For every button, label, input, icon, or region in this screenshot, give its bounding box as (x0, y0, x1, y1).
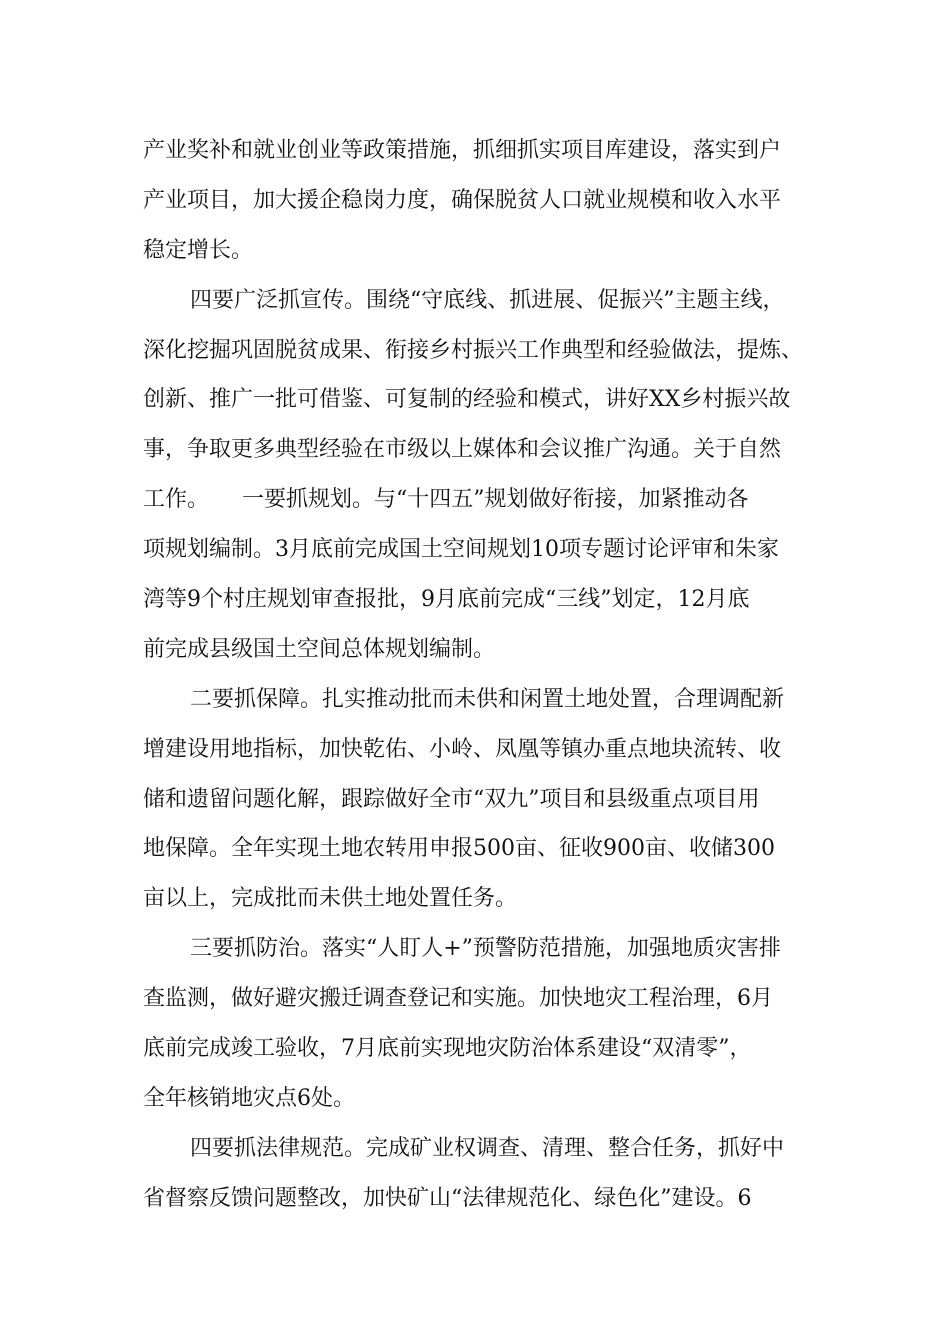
text-line: 四要抓法律规范。完成矿业权调查、清理、整合任务，抓好中 (190, 1135, 785, 1161)
text-line: 底前完成竣工验收，7月底前实现地灾防治体系建设“双清零”， (143, 1036, 752, 1062)
text-line: 稳定增长。 (143, 237, 254, 263)
text-line: 省督察反馈问题整改，加快矿山“法律规范化、绿色化”建设。6 (143, 1185, 752, 1211)
text-line: 项规划编制。3月底前完成国土空间规划10项专题讨论评审和朱家 (143, 537, 779, 563)
text-line: 查监测，做好避灾搬迁调查登记和实施。加快地灾工程治理，6月 (143, 986, 773, 1012)
text-line: 产业项目，加大援企稳岗力度，确保脱贫人口就业规模和收入水平 (143, 187, 782, 213)
text-line: 湾等9个村庄规划审查报批，9月底前完成“三线”划定，12月底 (143, 587, 750, 613)
text-line: 地保障。全年实现土地农转用申报500亩、征收900亩、收储300 (143, 836, 775, 862)
text-line: 产业奖补和就业创业等政策措施，抓细抓实项目库建设，落实到户 (143, 138, 782, 163)
text-line: 四要广泛抓宣传。围绕“守底线、抓进展、促振兴”主题主线， (190, 287, 785, 313)
text-line: 全年核销地灾点6处。 (143, 1085, 355, 1111)
text-line: 工作。 一要抓规划。与“十四五”规划做好衔接，加紧推动各 (143, 487, 749, 513)
text-line: 储和遗留问题化解，跟踪做好全市“双九”项目和县级重点项目用 (143, 786, 760, 812)
text-line: 事，争取更多典型经验在市级以上媒体和会议推广沟通。关于自然 (143, 437, 782, 463)
text-line: 二要抓保障。扎实推动批而未供和闲置土地处置，合理调配新 (190, 686, 785, 712)
document-body (143, 126, 815, 1224)
text-line: 三要抓防治。落实“人盯人+”预警防范措施，加强地质灾害排 (190, 936, 781, 962)
text-line: 深化挖掘巩固脱贫成果、衔接乡村振兴工作典型和经验做法，提炼、 (143, 337, 804, 363)
text-line: 创新、推广一批可借鉴、可复制的经验和模式，讲好XX乡村振兴故 (143, 387, 791, 413)
text-line: 前完成县级国土空间总体规划编制。 (143, 636, 496, 662)
text-line: 亩以上，完成批而未供土地处置任务。 (143, 886, 518, 912)
text-line: 增建设用地指标，加快乾佑、小岭、凤凰等镇办重点地块流转、收 (143, 736, 782, 762)
